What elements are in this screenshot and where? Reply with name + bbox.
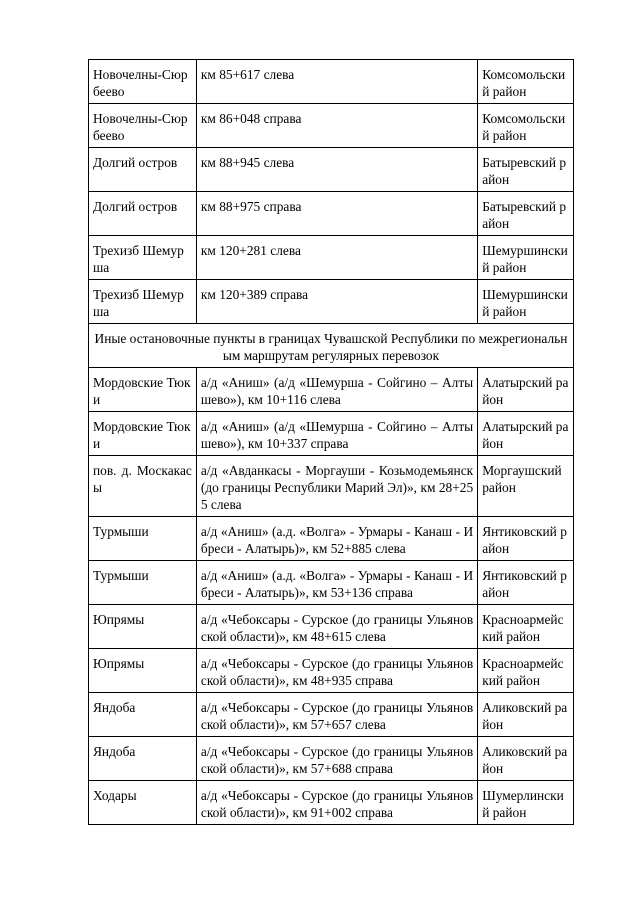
table-row [89, 236, 574, 280]
bus-stops-table [88, 59, 574, 825]
stop-location-cell: а/д «Аниш» (а.д. «Волга» - Урмары - Канаш - Ибреси - Алатырь)», км 53+136 справа [196, 561, 477, 605]
stop-location-cell: км 120+281 слева [196, 236, 477, 280]
table-row [89, 693, 574, 737]
stop-district-cell: Шемуршинский район [478, 280, 574, 324]
stop-location-cell: км 120+389 справа [196, 280, 477, 324]
table-row [89, 517, 574, 561]
stop-location-cell: а/д «Чебоксары - Сурское (до границы Ульяновской области)», км 48+935 справа [196, 649, 477, 693]
stop-district-cell: Янтиковский район [478, 517, 574, 561]
stop-name-cell: Турмыши [89, 517, 197, 561]
stop-name-cell: Мордовские Тюки [89, 412, 197, 456]
stop-name-cell: Новочелны-Сюрбеево [89, 104, 197, 148]
table-row [89, 148, 574, 192]
stop-location-cell: а/д «Чебоксары - Сурское (до границы Ульяновской области)», км 57+657 слева [196, 693, 477, 737]
stop-location-cell: а/д «Авданкасы - Моргауши - Козьмодемьянск (до границы Республики Марий Эл)», км 28+255 слева [196, 456, 477, 517]
table-row [89, 561, 574, 605]
stop-name-cell: Яндоба [89, 693, 197, 737]
stop-name-cell: Юпрямы [89, 649, 197, 693]
stop-district-cell: Аликовский район [478, 693, 574, 737]
table-row [89, 737, 574, 781]
stop-district-cell: Моргаушский район [478, 456, 574, 517]
stop-district-cell: Комсомольский район [478, 60, 574, 104]
document-page [88, 59, 574, 825]
table-row [89, 412, 574, 456]
section-heading-row [89, 324, 574, 368]
stop-location-cell: км 88+945 слева [196, 148, 477, 192]
stop-name-cell: Трехизб Шемурша [89, 280, 197, 324]
table-row [89, 60, 574, 104]
table-row [89, 192, 574, 236]
stop-location-cell: а/д «Чебоксары - Сурское (до границы Ульяновской области)», км 57+688 справа [196, 737, 477, 781]
stop-district-cell: Батыревский район [478, 148, 574, 192]
table-row [89, 456, 574, 517]
stop-name-cell: Мордовские Тюки [89, 368, 197, 412]
table-row [89, 280, 574, 324]
stop-district-cell: Аликовский район [478, 737, 574, 781]
stop-location-cell: а/д «Аниш» (а/д «Шемурша - Сойгино – Алтышево»), км 10+337 справа [196, 412, 477, 456]
stop-district-cell: Красноармейский район [478, 649, 574, 693]
stop-district-cell: Красноармейский район [478, 605, 574, 649]
stop-name-cell: Ходары [89, 781, 197, 825]
stop-name-cell: Новочелны-Сюрбеево [89, 60, 197, 104]
stop-district-cell: Алатырский район [478, 412, 574, 456]
stop-district-cell: Алатырский район [478, 368, 574, 412]
stop-name-cell: Долгий остров [89, 192, 197, 236]
stop-district-cell: Батыревский район [478, 192, 574, 236]
stop-district-cell: Шумерлинский район [478, 781, 574, 825]
stop-district-cell: Янтиковский район [478, 561, 574, 605]
stop-name-cell: Трехизб Шемурша [89, 236, 197, 280]
stop-location-cell: км 88+975 справа [196, 192, 477, 236]
stop-name-cell: Долгий остров [89, 148, 197, 192]
stop-name-cell: Турмыши [89, 561, 197, 605]
table-row [89, 368, 574, 412]
table-row [89, 104, 574, 148]
stop-location-cell: км 86+048 справа [196, 104, 477, 148]
stop-name-cell: Юпрямы [89, 605, 197, 649]
table-row [89, 781, 574, 825]
stop-location-cell: а/д «Чебоксары - Сурское (до границы Ульяновской области)», км 48+615 слева [196, 605, 477, 649]
stop-district-cell: Комсомольский район [478, 104, 574, 148]
stop-location-cell: а/д «Чебоксары - Сурское (до границы Ульяновской области)», км 91+002 справа [196, 781, 477, 825]
section-heading: Иные остановочные пункты в границах Чувашской Республики по межрегиональным маршрутам регулярных перевозок [89, 324, 574, 368]
table-row [89, 605, 574, 649]
stop-name-cell: пов. д. Москакасы [89, 456, 197, 517]
stop-location-cell: а/д «Аниш» (а/д «Шемурша - Сойгино – Алтышево»), км 10+116 слева [196, 368, 477, 412]
stop-location-cell: км 85+617 слева [196, 60, 477, 104]
stop-location-cell: а/д «Аниш» (а.д. «Волга» - Урмары - Канаш - Ибреси - Алатырь)», км 52+885 слева [196, 517, 477, 561]
stop-name-cell: Яндоба [89, 737, 197, 781]
stop-district-cell: Шемуршинский район [478, 236, 574, 280]
table-row [89, 649, 574, 693]
